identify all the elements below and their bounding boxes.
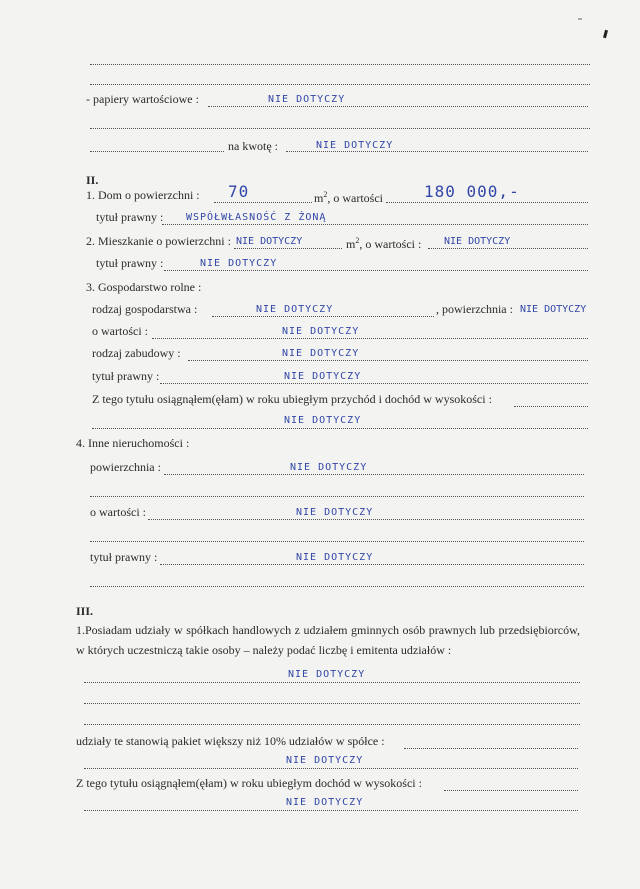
farm-building-line — [188, 360, 588, 361]
other-area-value: NIE DOTYCZY — [290, 462, 368, 473]
securities-line — [208, 106, 588, 107]
farm-title-value: NIE DOTYCZY — [284, 371, 362, 382]
stake-label: udziały te stanowią pakiet większy niż 10% udziałów w spółce : — [76, 734, 385, 748]
stake-value: NIE DOTYCZY — [286, 755, 364, 766]
house-value-value: 180 000,- — [424, 182, 520, 201]
farm-type-label: rodzaj gospodarstwa : — [92, 302, 198, 316]
flat-title-line — [164, 270, 588, 271]
shares-income-line-2 — [84, 810, 578, 811]
farm-building-label: rodzaj zabudowy : — [92, 346, 181, 360]
other-label: 4. Inne nieruchomości : — [76, 436, 190, 450]
shares-income-value: NIE DOTYCZY — [286, 797, 364, 808]
farm-building-value: NIE DOTYCZY — [282, 348, 360, 359]
house-area-unit — [314, 188, 383, 205]
shares-income-label: Z tego tytułu osiągnąłem(ęłam) w roku ubiegłym dochód w wysokości : — [76, 776, 422, 790]
shares-income-line — [444, 790, 578, 791]
farm-label: 3. Gospodarstwo rolne : — [86, 280, 202, 294]
farm-title-label: tytuł prawny : — [92, 369, 160, 383]
area-unit-sup: 2 — [323, 190, 328, 199]
farm-value-label: o wartości : — [92, 324, 148, 338]
flat-area-unit — [346, 234, 421, 251]
blank-line — [90, 84, 590, 85]
farm-income-value: NIE DOTYCZY — [284, 415, 362, 426]
other-title-label: tytuł prawny : — [90, 550, 158, 564]
flat-value-label: , o wartości : — [359, 237, 422, 251]
house-title-label: tytuł prawny : — [96, 210, 164, 224]
area-unit-sup: 2 — [355, 236, 360, 245]
flat-title-value: NIE DOTYCZY — [200, 258, 278, 269]
scan-mark — [603, 30, 608, 39]
house-value-line — [386, 202, 588, 203]
flat-label: 2. Mieszkanie o powierzchni : — [86, 234, 231, 248]
farm-type-value: NIE DOTYCZY — [256, 304, 334, 315]
securities-label: - papiery wartościowe : — [86, 92, 199, 106]
house-label: 1. Dom o powierzchni : — [86, 188, 200, 202]
house-value-label: , o wartości — [327, 191, 383, 205]
flat-title-label: tytuł prawny : — [96, 256, 164, 270]
flat-value-line — [428, 248, 588, 249]
other-value-value: NIE DOTYCZY — [296, 507, 374, 518]
blank-line — [90, 151, 224, 152]
area-unit: m — [314, 191, 324, 205]
farm-income-label: Z tego tytułu osiągnąłem(ęłam) w roku ubiegłym przychód i dochód w wysokości : — [92, 392, 492, 406]
farm-value-line — [152, 338, 588, 339]
amount-value: NIE DOTYCZY — [316, 140, 394, 151]
amount-label: na kwotę : — [228, 139, 278, 153]
stake-line — [404, 748, 578, 749]
house-area-line — [214, 202, 312, 203]
other-value-line — [148, 519, 584, 520]
other-area-line — [164, 474, 584, 475]
scan-speck — [578, 18, 582, 20]
shares-value: NIE DOTYCZY — [288, 669, 366, 680]
farm-title-line — [160, 383, 588, 384]
house-title-line — [162, 224, 588, 225]
shares-question: 1.Posiadam udziały w spółkach handlowych z udziałem gminnych osób prawnych lub przedsiębiorców, w których uczestniczą takie osoby – należy podać liczbę i emitenta udziałów : — [76, 623, 580, 657]
section-heading: III. — [76, 604, 94, 618]
blank-line — [90, 128, 590, 129]
blank-line — [90, 496, 584, 497]
farm-income-line-2 — [92, 428, 588, 429]
blank-line — [84, 703, 580, 704]
stake-line-2 — [84, 768, 578, 769]
flat-area-line — [234, 248, 342, 249]
blank-line — [90, 586, 584, 587]
blank-line — [90, 541, 584, 542]
securities-value: NIE DOTYCZY — [268, 94, 346, 105]
shares-line — [84, 682, 580, 683]
farm-area-value: NIE DOTYCZY — [520, 304, 587, 315]
farm-income-line — [514, 406, 588, 407]
house-area-value: 70 — [228, 182, 250, 201]
other-area-label: powierzchnia : — [90, 460, 161, 474]
area-unit: m — [346, 237, 356, 251]
other-title-value: NIE DOTYCZY — [296, 552, 374, 563]
house-title-value: WSPÓŁWŁASNOŚĆ Z ŻONĄ — [186, 212, 327, 223]
section-heading: II. — [86, 173, 99, 187]
flat-area-value: NIE DOTYCZY — [236, 236, 303, 247]
other-title-line — [160, 564, 584, 565]
blank-line — [84, 724, 580, 725]
other-value-label: o wartości : — [90, 505, 146, 519]
flat-value-value: NIE DOTYCZY — [444, 236, 511, 247]
farm-value-value: NIE DOTYCZY — [282, 326, 360, 337]
farm-area-label: , powierzchnia : — [436, 302, 513, 316]
blank-line — [90, 64, 590, 65]
farm-type-line — [212, 316, 434, 317]
